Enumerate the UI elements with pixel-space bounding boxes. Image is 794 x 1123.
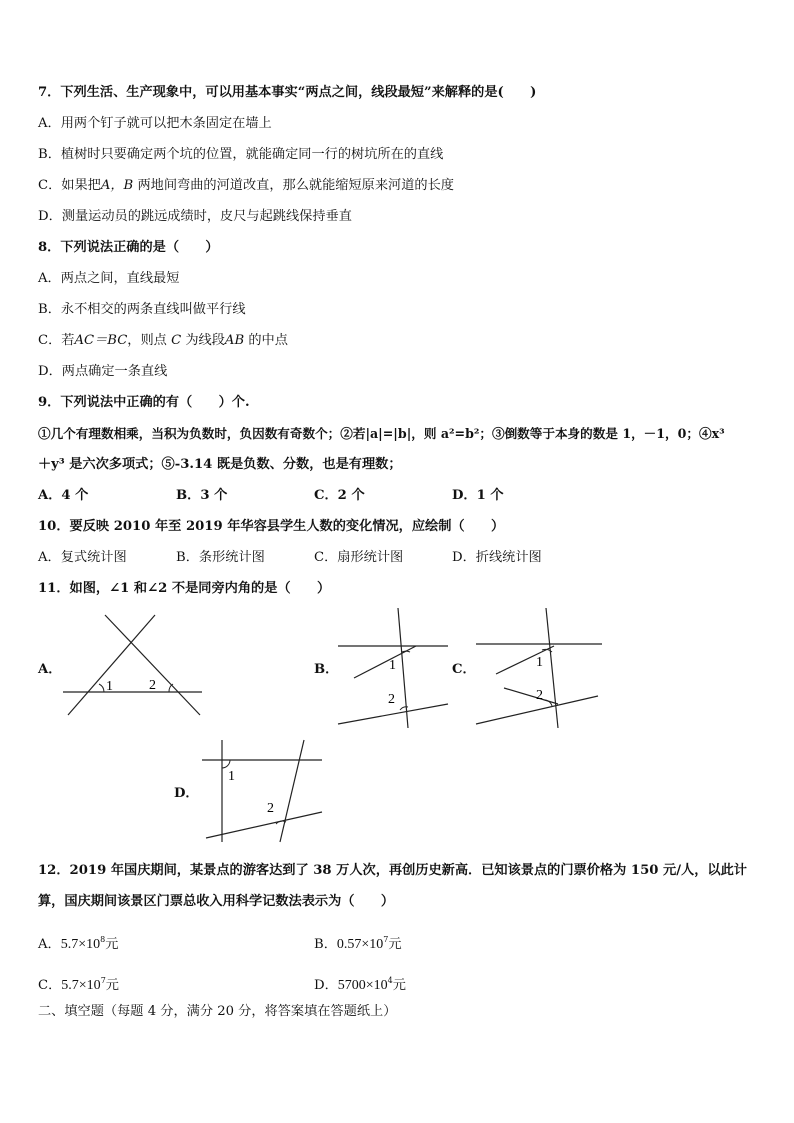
q12-stem-line1: 12．2019 年国庆期间，某景点的游客达到了 38 万人次，再创历史新高．已知该景点的门票价格为 150 元/人，以此计 — [38, 863, 747, 878]
q12-b-base: 0.57×10 — [336, 937, 384, 952]
q12-option-a — [38, 931, 118, 954]
q11-a-angle-1: 1 — [106, 679, 113, 694]
q12-c-unit: 元 — [105, 978, 119, 993]
q12-d-base: 5700×10 — [337, 978, 388, 993]
q10-stem: 10．要反映 2010 年至 2019 年华容县学生人数的变化情况，应绘制（ ） — [38, 519, 505, 534]
q11-label-a: A． — [38, 662, 62, 677]
q11-b-angle-1: 1 — [389, 658, 396, 673]
q11-label-c: C． — [452, 662, 476, 677]
q10-option-b: B．条形统计图 — [176, 550, 265, 565]
q11-figure-d — [200, 738, 330, 846]
q8-option-c — [38, 332, 288, 350]
q11-d-angle-1: 1 — [228, 769, 235, 784]
q8-option-c-post: 的中点 — [248, 333, 288, 348]
q9-statements-line1: ①几个有理数相乘，当积为负数时，负因数有奇数个；②若|a|=|b|，则 a²=b²；③倒数等于本身的数是 1，－1，0；④x³ — [38, 426, 725, 441]
q8-option-a: A．两点之间，直线最短 — [38, 271, 180, 286]
q8-option-b: B．永不相交的两条直线叫做平行线 — [38, 302, 246, 317]
q7-option-d: D．测量运动员的跳远成绩时，皮尺与起跳线保持垂直 — [38, 209, 352, 224]
q12-c-exp: 7 — [100, 976, 106, 985]
q10-option-d: D．折线统计图 — [452, 550, 542, 565]
q12-stem-line2: 算，国庆期间该景区门票总收入用科学记数法表示为（ ） — [38, 894, 395, 909]
q8-option-c-mid2: 为线段 — [185, 333, 225, 348]
q12-c-base: 5.7×10 — [61, 978, 101, 993]
q8-option-c-segment: AB — [224, 333, 245, 348]
q12-a-unit: 元 — [105, 937, 119, 952]
q12-d-label: D． — [314, 978, 338, 993]
q7-option-c-pre: C．如果把 — [38, 178, 101, 193]
q12-a-exp: 8 — [100, 935, 106, 944]
q10-option-a: A．复式统计图 — [38, 550, 127, 565]
q7-option-c — [38, 177, 454, 195]
q11-figure-b — [336, 606, 456, 730]
section-2-heading: 二、填空题（每题 4 分，满分 20 分，将答案填在答题纸上） — [38, 1004, 397, 1019]
q11-label-d: D． — [174, 786, 199, 801]
q9-stem: 9．下列说法中正确的有（ ）个. — [38, 395, 250, 410]
q7-option-c-post: 两地间弯曲的河道改直，那么就能缩短原来河道的长度 — [137, 178, 454, 193]
q12-a-label: A． — [38, 937, 61, 952]
q8-option-d: D．两点确定一条直线 — [38, 364, 168, 379]
q11-figure-a — [60, 612, 210, 722]
q11-d-angle-2: 2 — [267, 801, 274, 816]
q12-b-unit: 元 — [388, 937, 402, 952]
q8-option-c-equation: AC＝BC — [74, 333, 128, 348]
q9-option-c: C．2 个 — [314, 488, 365, 503]
q9-option-d: D．1 个 — [452, 488, 504, 503]
q7-option-c-points: A，B — [100, 178, 134, 193]
q8-stem: 8．下列说法正确的是（ ） — [38, 240, 219, 255]
q12-d-exp: 4 — [387, 976, 393, 985]
q8-option-c-mid: ，则点 — [127, 333, 167, 348]
q12-b-exp: 7 — [383, 935, 389, 944]
q7-stem: 7．下列生活、生产现象中，可以用基本事实“两点之间，线段最短”来解释的是( ) — [38, 85, 537, 100]
q12-option-d — [314, 972, 406, 995]
q7-option-a: A．用两个钉子就可以把木条固定在墙上 — [38, 116, 272, 131]
q11-figure-c — [474, 606, 604, 730]
q11-label-b: B． — [314, 662, 339, 677]
q12-c-label: C． — [38, 978, 62, 993]
q7-option-b: B．植树时只要确定两个坑的位置，就能确定同一行的树坑所在的直线 — [38, 147, 444, 162]
q10-option-c: C．扇形统计图 — [314, 550, 404, 565]
q9-option-b: B．3 个 — [176, 488, 228, 503]
q11-stem: 11．如图，∠1 和∠2 不是同旁内角的是（ ） — [38, 581, 331, 596]
q9-statements-line2: ＋y³ 是六次多项式；⑤-3.14 既是负数、分数，也是有理数； — [38, 457, 402, 472]
q12-a-base: 5.7×10 — [60, 937, 101, 952]
q11-c-angle-2: 2 — [536, 688, 543, 703]
q12-b-label: B． — [314, 937, 337, 952]
q12-option-b — [314, 931, 402, 954]
q11-b-angle-2: 2 — [388, 692, 395, 707]
q12-d-unit: 元 — [392, 978, 406, 993]
q11-c-angle-1: 1 — [536, 655, 543, 670]
q8-option-c-point: C — [171, 333, 182, 348]
q8-option-c-pre: C．若 — [38, 333, 75, 348]
q9-option-a: A．4 个 — [38, 488, 89, 503]
q12-option-c — [38, 972, 119, 995]
q11-a-angle-2: 2 — [149, 678, 156, 693]
